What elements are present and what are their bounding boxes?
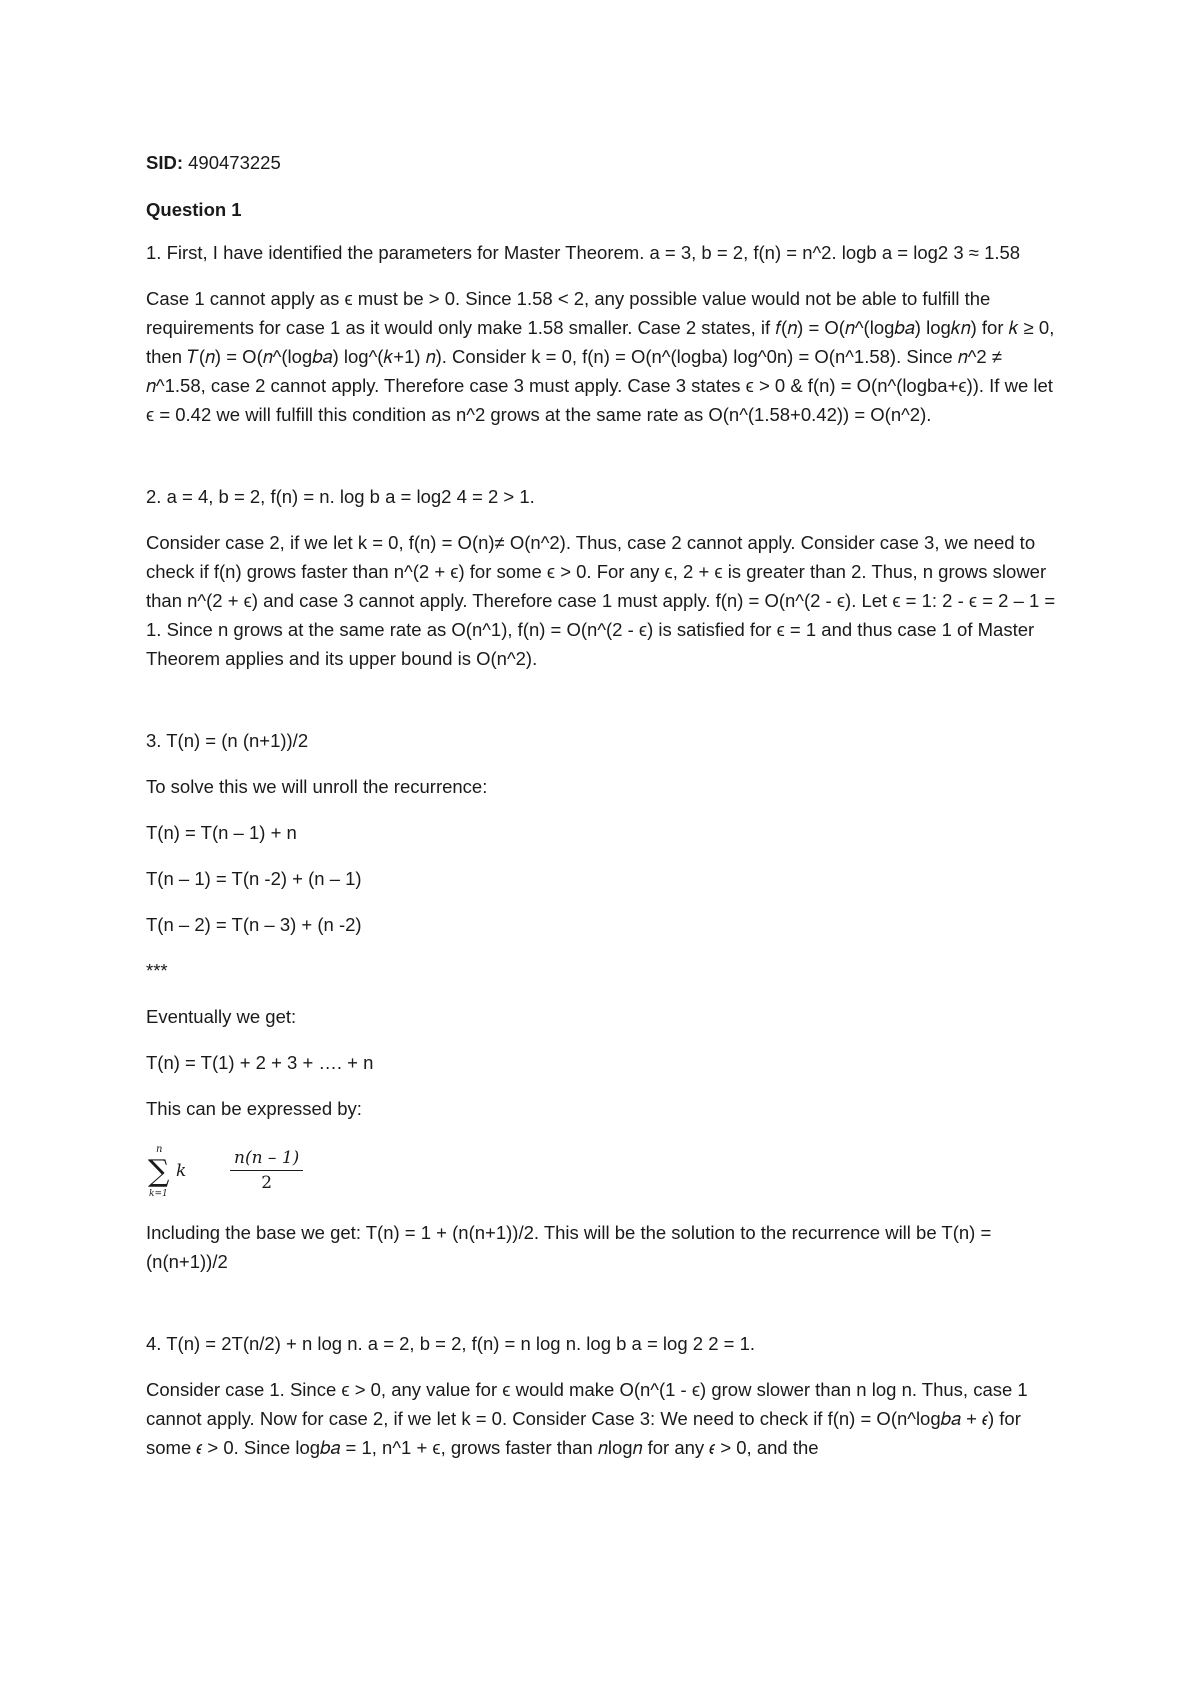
q4-body: Consider case 1. Since ϵ > 0, any value for ϵ would make O(n^(1 - ϵ) grow slower than n log n. Thus, case 1 cannot apply. Now for case 2, if we let k = 0. Consider Case 3: We need to check if f(n) = O(n^log𝑏𝑎 + 𝜖) for some 𝜖 > 0. Since log𝑏𝑎 = 1, n^1 + ϵ, grows faster than 𝑛log𝑛 for any 𝜖 > 0, and the	[146, 1379, 1028, 1458]
q3-recurrence-line-4: T(n) = T(1) + 2 + 3 + …. + n	[146, 1052, 374, 1073]
sum-lower-limit: k=1	[149, 1189, 168, 1199]
fraction	[230, 1148, 303, 1193]
sid-label: SID:	[146, 152, 183, 173]
sum-variable: k	[176, 1161, 187, 1181]
summation-formula	[146, 1140, 1066, 1200]
q3-eventually: Eventually we get:	[146, 1006, 297, 1027]
section-gap	[146, 690, 1066, 726]
fraction-numerator: n(n – 1)	[230, 1148, 303, 1171]
q3-recurrence-line-1: T(n) = T(n – 1) + n	[146, 822, 297, 843]
section-gap	[146, 446, 1066, 482]
document-page	[146, 148, 1066, 1479]
q2-body: Consider case 2, if we let k = 0, f(n) = O(n)≠ O(n^2). Thus, case 2 cannot apply. Consider case 3, we need to check if f(n) grows faster than n^(2 + ϵ) for some ϵ > 0. For any ϵ, 2 + ϵ is greater than 2. Thus, n grows slower than n^(2 + ϵ) and case 3 cannot apply. Therefore case 1 must apply. f(n) = O(n^(2 - ϵ). Let ϵ = 1: 2 - ϵ = 2 – 1 = 1. Since n grows at the same rate as O(n^1), f(n) = O(n^(2 - ϵ) is satisfied for ϵ = 1 and thus case 1 of Master Theorem applies and its upper bound is O(n^2).	[146, 532, 1056, 669]
sid-value: 490473225	[183, 152, 281, 173]
section-gap	[146, 1293, 1066, 1329]
fraction-denominator: 2	[261, 1172, 273, 1193]
q3-expressed: This can be expressed by:	[146, 1098, 362, 1119]
q3-intro: 3. T(n) = (n (n+1))/2	[146, 730, 309, 751]
q3-recurrence-line-3: T(n – 2) = T(n – 3) + (n -2)	[146, 914, 362, 935]
q2-intro: 2. a = 4, b = 2, f(n) = n. log b a = log2 4 = 2 > 1.	[146, 486, 535, 507]
q3-ellipsis: ***	[146, 960, 168, 981]
q3-conclusion: Including the base we get: T(n) = 1 + (n(n+1))/2. This will be the solution to the recurrence will be T(n) = (n(n+1))/2	[146, 1222, 992, 1272]
sum-upper-limit: n	[156, 1144, 163, 1155]
student-id-line	[146, 148, 1066, 177]
question-title: Question 1	[146, 199, 242, 220]
q1-intro: 1. First, I have identified the parameters for Master Theorem. a = 3, b = 2, f(n) = n^2. logb a = log2 3 ≈ 1.58	[146, 242, 1021, 263]
q4-intro: 4. T(n) = 2T(n/2) + n log n. a = 2, b = 2, f(n) = n log n. log b a = log 2 2 = 1.	[146, 1333, 755, 1354]
q1-body: Case 1 cannot apply as ϵ must be > 0. Since 1.58 < 2, any possible value would not be able to fulfill the requirements for case 1 as it would only make 1.58 smaller. Case 2 states, if 𝑓(𝑛) = O(𝑛^(log𝑏𝑎) log𝑘𝑛) for 𝑘 ≥ 0, then 𝑇(𝑛) = O(𝑛^(log𝑏𝑎) log^(𝑘+1) 𝑛). Consider k = 0, f(n) = O(n^(logba) log^0n) = O(n^1.58). Since 𝑛^2 ≠ 𝑛^1.58, case 2 cannot apply. Therefore case 3 must apply. Case 3 states ϵ > 0 & f(n) = O(n^(logba+ϵ)). If we let ϵ = 0.42 we will fulfill this condition as n^2 grows at the same rate as O(n^(1.58+0.42)) = O(n^2).	[146, 288, 1055, 425]
q3-recurrence-line-2: T(n – 1) = T(n -2) + (n – 1)	[146, 868, 362, 889]
sigma-glyph: ∑	[148, 1154, 170, 1189]
summation-symbol	[146, 1141, 206, 1199]
q3-unroll-intro: To solve this we will unroll the recurrence:	[146, 776, 488, 797]
